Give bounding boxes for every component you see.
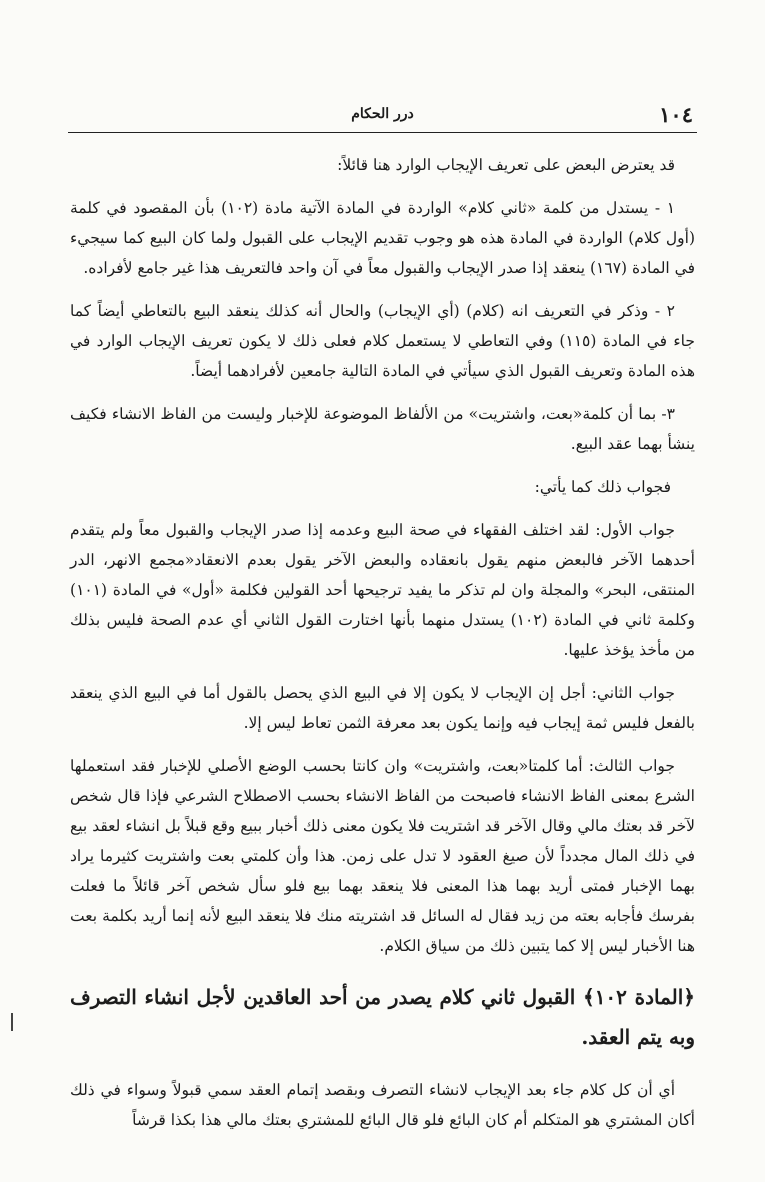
answer-3: جواب الثالث: أما كلمتا«بعت، واشتريت» وان كانتا بحسب الوضع الأصلي للإخبار فقد استعملها الشرع بمعنى الفاظ الانشاء فاصبحت من الفاظ الانشاء بحسب الاصطلاح الشرعي فإذا قال شخص لآخر قد بعتك مالي وقال الآخر قد اشتريت فلا يكون معنى ذلك أخبار ببيع وقع قبلاً بل انشاء لعقد بيع في ذلك المال مجدداً لأن صيغ العقود لا تدل على زمن. هذا وأن كلمتي بعت واشتريت كثيرما يراد بهما الإخبار فمتى أريد بهما هذا المعنى فلا ينعقد بهما بيع فلو سأل شخص آخر قائلاً ما فعلت بفرسك فأجابه بعته من زيد فقال له السائل قد اشتريته منك فلا ينعقد البيع لأنه إنما أريد بكلمة بعت هنا الأخبار ليس إلا كما يتبين ذلك من سياق الكلام. <box>70 757 695 955</box>
objection-intro: قد يعترض البعض على تعريف الإيجاب الوارد هنا قائلاً: <box>337 156 675 174</box>
objection-3: ٣- بما أن كلمة«بعت، واشتريت» من الألفاظ الموضوعة للإخبار وليست من الفاظ الانشاء فكيف ينشأ بهما عقد البيع. <box>70 405 695 453</box>
page-body <box>70 150 695 1148</box>
objection-1: ١ - يستدل من كلمة «ثاني كلام» الواردة في المادة الآتية مادة (١٠٢) بأن المقصود في كلمة (أول كلام) الواردة في المادة هذه هو وجوب تقديم الإيجاب على القبول ولما كان البيع كما سيجيء في المادة (١٦٧) ينعقد إذا صدر الإيجاب والقبول معاً في آن واحد فالتعريف هذا غير جامع لأفراده. <box>70 199 695 277</box>
page-header <box>68 98 697 133</box>
answer-intro: فجواب ذلك كما يأتي: <box>534 478 671 496</box>
running-title: درر الحكام <box>351 106 414 122</box>
article-102-explanation: أي أن كل كلام جاء بعد الإيجاب لانشاء التصرف وبقصد إتمام العقد سمي قبولاً وسواء في ذلك أكان المشتري هو المتكلم أم كان البائع فلو قال البائع للمشتري بعتك مالي هذا بكذا قرشاً <box>70 1081 695 1129</box>
margin-mark <box>11 1013 13 1031</box>
page-number: ١٠٤ <box>659 102 693 127</box>
answer-1: جواب الأول: لقد اختلف الفقهاء في صحة البيع وعدمه إذا صدر الإيجاب والقبول معاً ولم يتقدم أحدهما الآخر فالبعض منهم يقول بانعقاده والبعض الآخر يقول بعدم الانعقاد«مجمع الانهر، الدر المنتقى، البحر» والمجلة وان لم تذكر ما يفيد ترجيحها أحد القولين فكلمة «أول» في المادة (١٠١) وكلمة ثاني في المادة (١٠٢) يستدل منهما بأنها اختارت القول الثاني أي عدم الصحة فليس بذلك من مأخذ يؤخذ عليها. <box>70 521 696 659</box>
objection-2: ٢ - وذكر في التعريف انه (كلام) (أي الإيجاب) والحال أنه كذلك ينعقد البيع بالتعاطي أيضاً كما جاء في المادة (١١٥) وفي التعاطي لا يستعمل كلام فعلى ذلك لا يكون تعريف الإيجاب الوارد في هذه المادة وتعريف القبول الذي سيأتي في المادة التالية جامعين لأفرادهما أيضاً. <box>70 302 695 380</box>
answer-2: جواب الثاني: أجل إن الإيجاب لا يكون إلا في البيع الذي يحصل بالقول أما في البيع الذي ينعقد بالفعل فليس ثمة إيجاب فيه وإنما يكون بعد معرفة الثمن تعاط ليس إلا. <box>70 684 695 732</box>
article-102-heading: ﴿المادة ١٠٢﴾ القبول ثاني كلام يصدر من أحد العاقدين لأجل انشاء التصرف وبه يتم العقد. <box>70 985 696 1049</box>
